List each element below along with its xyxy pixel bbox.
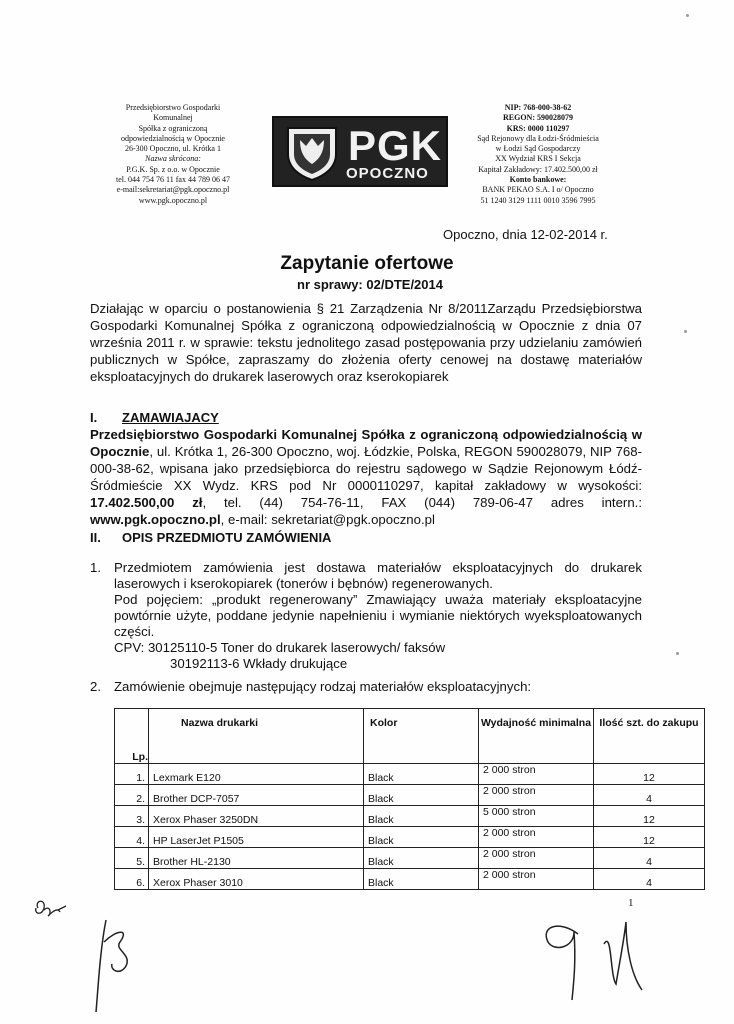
handwritten-signatures [0,880,734,1024]
registry-block [448,103,628,206]
list-item-number: 2. [90,679,101,694]
scan-speck [686,14,689,17]
section-number: I. [90,410,98,425]
table-header-row [115,709,705,764]
section-2-heading [90,530,331,545]
cell-lp: 5. [115,848,149,869]
registry-line: 51 1240 3129 1111 0010 3596 7995 [480,195,596,205]
company-line: 26-300 Opoczno, ul. Krótka 1 [125,144,221,154]
cell-printer: Xerox Phaser 3250DN [149,806,364,827]
company-line: P.G.K. Sp. z o.o. w Opocznie [126,164,220,174]
cell-yield: 2 000 stron [479,827,594,848]
cell-printer: HP LaserJet P1505 [149,827,364,848]
cell-quantity: 12 [594,764,705,785]
cell-lp: 1. [115,764,149,785]
cell-quantity: 4 [594,785,705,806]
item-definition: Pod pojęciem: „produkt regenerowany” Zmawiający uważa materiały eksploatacyjne powtórnie użyte, poddane jedynie napełnieniu i wymianie niektórych wyeksploatowanych części. [114,592,642,639]
company-line: Komunalnej [153,113,193,123]
cell-color: Black [364,827,479,848]
registry-line: NIP: 768-000-38-62 [504,103,572,112]
registry-line: XX Wydział KRS I Sekcja [495,154,581,164]
table-row [115,785,705,806]
cell-printer: Brother HL-2130 [149,848,364,869]
date-line: Opoczno, dnia 12-02-2014 r. [443,227,608,242]
list-item-number: 1. [90,560,101,575]
column-header-quantity: Ilość szt. do zakupu [594,709,705,764]
company-email: , e-mail: sekretariat@pgk.opoczno.pl [220,512,435,527]
company-contact: , tel. (44) 754-76-11, FAX (044) 789-06-47 adres intern.: [202,495,642,510]
page-number: 1 [628,897,634,909]
cell-color: Black [364,764,479,785]
cell-quantity: 12 [594,806,705,827]
cell-lp: 3. [115,806,149,827]
section-title: ZAMAWIAJACY [122,410,219,425]
cell-lp: 2. [115,785,149,806]
registry-line: w Łodzi Sąd Gospodarczy [495,144,581,154]
cell-yield: 2 000 stron [479,869,594,890]
cell-printer: Brother DCP-7057 [149,785,364,806]
cell-yield: 2 000 stron [479,764,594,785]
pgk-logo [272,116,448,187]
registry-line: Sąd Rejonowy dla Łodzi-Śródmieścia [477,133,599,143]
company-line: e-mail:sekretariat@pgk.opoczno.pl [116,185,230,195]
scan-speck [684,330,687,333]
page-title: Zapytanie ofertowe [280,253,454,274]
cell-quantity: 4 [594,848,705,869]
item-description: Przedmiotem zamówienia jest dostawa materiałów eksploatacyjnych do drukarek laserowych i kserokopiarek (tonerów i bębnów) regenerowanych. [114,560,642,591]
share-capital: 17.402.500,00 zł [90,495,203,510]
cell-printer: Xerox Phaser 3010 [149,869,364,890]
company-line: www.pgk.opoczno.pl [138,195,208,205]
company-line: tel. 044 754 76 11 fax 44 789 06 47 [116,175,230,185]
cell-color: Black [364,869,479,890]
signature-mark [546,922,642,1000]
materials-table [114,708,705,890]
registry-line: KRS: 0000 110297 [506,123,570,133]
cell-yield: 2 000 stron [479,848,594,869]
company-details: , ul. Krótka 1, 26-300 Opoczno, woj. Łódzkie, Polska, REGON 590028079, NIP 768-000-38-62, wpisana jako przedsiębiorca do rejestru sądowego w Sądzie Rejonowym Łódź-Śródmieście XX Wydz. KRS pod Nr 0000110297, kapitał zakładowy w wysokości: [90,444,642,493]
cell-color: Black [364,785,479,806]
cpv-code: CPV: 30125110-5 Toner do drukarek laserowych/ faksów [114,640,446,655]
section-1-body [90,426,642,528]
column-header-yield: Wydajność minimalna [479,709,594,764]
scan-speck [676,652,679,655]
registry-line: Konto bankowe: [509,175,567,185]
cell-color: Black [364,848,479,869]
table-row [115,848,705,869]
intro-paragraph: Działając w oparciu o postanowienia § 21 Zarządzenia Nr 8/2011Zarządu Przedsiębiorstwa Gospodarki Komunalnej Spółka z ograniczoną odpowiedzialnością w Opocznie z dnia 07 września 2011 r. w sprawie: tekstu jednolitego zasad postępowania przy udzielaniu zamówień publicznych w Spółce, zapraszamy do złożenia oferty cenowej na dostawę materiałów eksploatacyjnych do drukarek laserowych oraz kserokopiarek [90,301,642,384]
company-address-block [98,103,248,206]
cell-quantity: 12 [594,827,705,848]
coat-of-arms-icon [282,124,342,182]
section-number: II. [90,530,101,545]
table-row [115,806,705,827]
cell-yield: 2 000 stron [479,785,594,806]
column-header-color: Kolor [364,709,479,764]
logo-city: OPOCZNO [346,165,429,182]
registry-line: BANK PEKAO S.A. I o/ Opoczno [482,185,594,195]
section-1-heading [90,410,219,425]
cell-lp: 4. [115,827,149,848]
website-link: www.pgk.opoczno.pl [90,512,221,527]
cell-color: Black [364,806,479,827]
column-header-printer: Nazwa drukarki [149,709,364,764]
table-row [115,827,705,848]
section-title: OPIS PRZEDMIOTU ZAMÓWIENIA [122,530,332,545]
registry-line: Kapitał Zakładowy: 17.402.500,00 zł [478,164,598,174]
signature-mark [96,920,127,1012]
company-line: Spółka z ograniczoną [138,123,208,133]
company-name: Przedsiębiorstwo Gospodarki Komunalnej Spółka z ograniczoną odpowiedzialnością w Opocznie [90,427,642,459]
cell-lp: 6. [115,869,149,890]
case-number: nr sprawy: 02/DTE/2014 [297,277,443,292]
cell-printer: Lexmark E120 [149,764,364,785]
cell-quantity: 4 [594,869,705,890]
table-row [115,764,705,785]
company-line: odpowiedzialnością w Opocznie [121,133,225,143]
cell-yield: 5 000 stron [479,806,594,827]
item-description: Zamówienie obejmuje następujący rodzaj materiałów eksploatacyjnych: [114,679,532,694]
column-header-lp: Lp. [115,709,149,764]
company-line: Przedsiębiorstwo Gospodarki [125,103,221,112]
company-line: Nazwa skrócona: [145,154,201,164]
cpv-code: 30192113-6 Wkłady drukujące [170,656,348,671]
logo-text: PGK [348,122,443,169]
registry-line: REGON: 590028079 [503,113,573,123]
initials-mark [36,901,66,916]
